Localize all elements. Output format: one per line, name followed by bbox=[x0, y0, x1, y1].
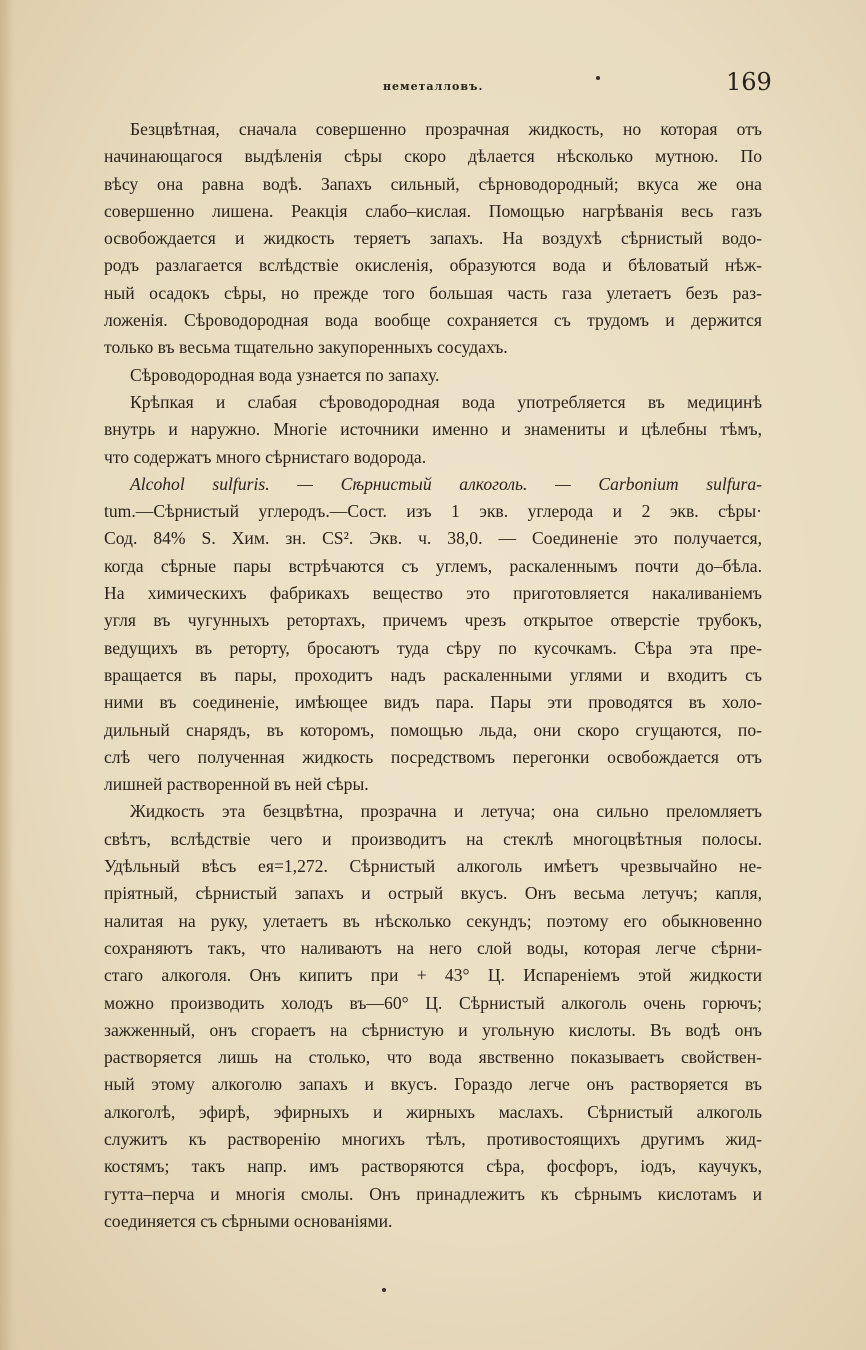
text-line: совершенно лишена. Реакція слабо–кислая. Помощью нагрѣванія весь газъ bbox=[104, 200, 762, 221]
text-line: ложенія. Сѣроводородная вода вообще сохраняется съ трудомъ и держится bbox=[104, 310, 762, 331]
text-line: Безцвѣтная, сначала совершенно прозрачная жидкость, но которая отъ bbox=[130, 119, 762, 139]
text-line: Жидкость эта безцвѣтна, прозрачна и летуча; она сильно преломляетъ bbox=[130, 801, 762, 822]
text-line: гутта–перча и многія смолы. Онъ принадлежитъ къ сѣрнымъ кислотамъ и bbox=[104, 1183, 762, 1204]
text-line: что содержатъ много сѣрнистаго водорода. bbox=[104, 446, 427, 467]
text-line: только въ весьма тщательно закупоренныхъ сосудахъ. bbox=[104, 337, 508, 358]
print-speck bbox=[382, 1288, 386, 1292]
text-line: родъ разлагается вслѣдствіе окисленія, образуются вода и бѣловатый нѣж- bbox=[104, 255, 762, 276]
page-binding-shadow bbox=[0, 0, 14, 1350]
print-speck bbox=[596, 76, 600, 80]
text-line: растворяется лишь на столько, что вода явственно показываетъ свойствен- bbox=[104, 1047, 762, 1068]
text-line: слѣ чего полученная жидкость посредствомъ перегонки освобождается отъ bbox=[104, 746, 762, 767]
text-line: ный этому алкоголю запахъ и вкусъ. Гораздо легче онъ растворяется въ bbox=[104, 1074, 762, 1095]
text-line: Сод. 84% S. Хим. зн. CS². Экв. ч. 38,0. — Соединеніе это получается, bbox=[104, 528, 762, 549]
text-line: внутрь и наружно. Многіе источники именно и знамениты и цѣлебны тѣмъ, bbox=[104, 419, 762, 440]
text-line: алкоголѣ, эфирѣ, эфирныхъ и жирныхъ маслахъ. Сѣрнистый алкоголь bbox=[104, 1101, 762, 1122]
text-line: Крѣпкая и слабая сѣроводородная вода употребляется въ медицинѣ bbox=[130, 391, 762, 412]
text-line: ный осадокъ сѣры, но прежде того большая часть газа улетаетъ безъ раз- bbox=[104, 282, 762, 303]
text-line: налитая на руку, улетаетъ въ нѣсколько секундъ; поэтому его обыкновенно bbox=[104, 910, 762, 931]
text-line: костямъ; такъ напр. имъ растворяются сѣра, фосфоръ, іодъ, каучукъ, bbox=[104, 1156, 762, 1177]
text-line: освобождается и жидкость теряетъ запахъ. На воздухѣ сѣрнистый водо- bbox=[104, 228, 762, 249]
text-line: Сѣроводородная вода узнается по запаху. bbox=[130, 364, 440, 385]
text-line: дильный снарядъ, въ которомъ, помощью льда, они скоро сгущаются, по- bbox=[104, 719, 762, 740]
text-line: пріятный, сѣрнистый запахъ и острый вкусъ. Онъ весьма летучъ; капля, bbox=[104, 883, 762, 904]
text-line: ними въ соединеніе, имѣющее видъ пара. Пары эти проводятся въ холо- bbox=[104, 692, 762, 713]
text-line: вращается въ пары, проходитъ надъ раскаленными углями и входитъ съ bbox=[104, 664, 762, 685]
text-line: Удѣльный вѣсъ ея=1,272. Сѣрнистый алкоголь имѣетъ чрезвычайно не- bbox=[104, 856, 762, 877]
text-line: лишней растворенной въ ней сѣры. bbox=[104, 774, 369, 795]
page-header bbox=[0, 68, 866, 98]
text-line: На химическихъ фабрикахъ вещество это приготовляется накаливаніемъ bbox=[104, 583, 762, 604]
text-line: зажженный, онъ сгораетъ на сѣрнистую и угольную кислоты. Въ водѣ онъ bbox=[104, 1019, 762, 1040]
text-line: сохраняютъ такъ, что наливаютъ на него слой воды, которая легче сѣрни- bbox=[104, 937, 762, 958]
text-line: соединяется съ сѣрными основаніями. bbox=[104, 1210, 393, 1231]
text-line: стаго алкоголя. Онъ кипитъ при + 43° Ц. Испареніемъ этой жидкости bbox=[104, 965, 762, 986]
text-line: когда сѣрные пары встрѣчаются съ углемъ, раскаленнымъ почти до–бѣла. bbox=[104, 555, 762, 576]
text-line: Alcohol sulfuris. — Сѣрнистый алкоголь. — Carbonium sulfura- bbox=[130, 473, 762, 494]
text-line: начинающагося выдѣленія сѣры скоро дѣлается нѣсколько мутною. По bbox=[104, 146, 762, 167]
text-line: угля въ чугунныхъ ретортахъ, причемъ чрезъ открытое отверстіе трубокъ, bbox=[104, 610, 762, 631]
body-text bbox=[104, 116, 762, 1235]
text-line: можно производить холодъ въ—60° Ц. Сѣрнистый алкоголь очень горючъ; bbox=[104, 992, 762, 1013]
text-line: служитъ къ растворенію многихъ тѣлъ, противостоящихъ другимъ жид- bbox=[104, 1128, 762, 1149]
text-line: свѣтъ, вслѣдствіе чего и производитъ на стеклѣ многоцвѣтныя полосы. bbox=[104, 828, 762, 849]
running-head: неметалловъ. bbox=[383, 80, 484, 93]
page-number: 169 bbox=[726, 68, 772, 96]
text-line: tum.—Сѣрнистый углеродъ.—Сост. изъ 1 экв. углерода и 2 экв. сѣры· bbox=[104, 501, 762, 522]
text-line: ведущихъ въ реторту, бросаютъ туда сѣру по кусочкамъ. Сѣра эта пре- bbox=[104, 637, 762, 658]
text-line: вѣсу она равна водѣ. Запахъ сильный, сѣрноводородный; вкуса же она bbox=[104, 173, 762, 194]
